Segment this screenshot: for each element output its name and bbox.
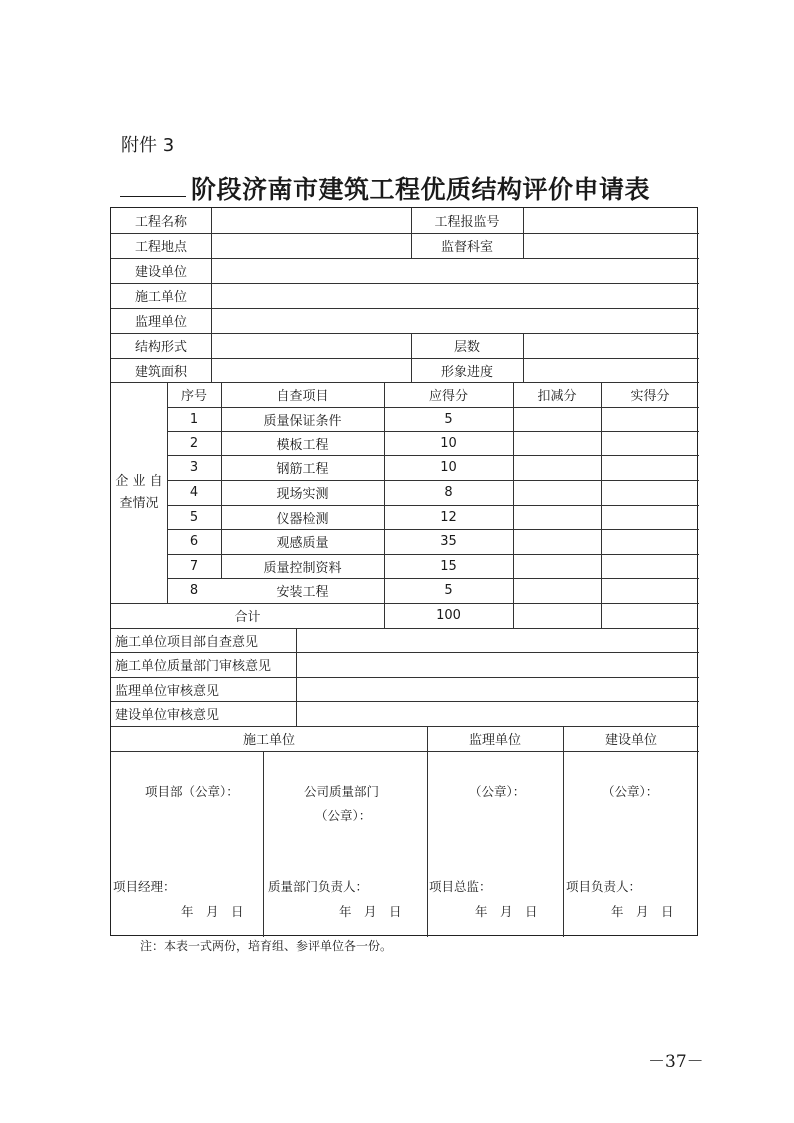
row-item: 安装工程 <box>276 585 329 600</box>
builder-opinion-field[interactable] <box>297 701 699 726</box>
supervision-no-label: 工程报监号 <box>434 215 500 230</box>
quality-dept-opinion-field[interactable] <box>297 652 699 677</box>
total-score: 100 <box>436 608 461 623</box>
project-manager-label: 项目经理： <box>113 879 176 894</box>
row-no: 8 <box>189 583 199 598</box>
self-check-label-line1: 企 业 自 <box>115 473 163 489</box>
progress-label: 形象进度 <box>440 364 493 380</box>
builder-field[interactable] <box>212 258 699 283</box>
supervisor-sign-header: 监理单位 <box>468 733 521 748</box>
row-score: 5 <box>444 411 453 427</box>
builder-opinion-label: 建设单位审核意见 <box>115 708 220 723</box>
location-label: 工程地点 <box>134 240 187 255</box>
row-item: 模板工程 <box>276 437 329 453</box>
col-actual-header: 实得分 <box>630 389 670 404</box>
row-item: 仪器检测 <box>276 511 329 527</box>
supervisor-label: 监理单位 <box>134 315 187 330</box>
contractor-label: 施工单位 <box>134 290 187 305</box>
row-score: 5 <box>444 583 453 598</box>
contractor-sign-header: 施工单位 <box>242 733 295 748</box>
form-title: 阶段济南市建筑工程优质结构评价申请表 <box>191 175 651 204</box>
row-score: 8 <box>444 485 453 500</box>
col-item-header: 自查项目 <box>276 389 329 404</box>
structure-label: 结构形式 <box>134 340 187 355</box>
row-score: 10 <box>440 435 457 451</box>
row-no: 6 <box>189 534 199 549</box>
project-name-field[interactable] <box>212 208 411 233</box>
row-no: 3 <box>189 460 199 475</box>
quality-head-label: 质量部门负责人： <box>268 879 369 894</box>
row-no: 7 <box>189 558 199 574</box>
application-form-table <box>110 207 698 936</box>
row-no: 4 <box>189 485 199 500</box>
col-deduct-header: 扣减分 <box>537 389 577 404</box>
row-score: 15 <box>440 558 457 574</box>
builder-label: 建设单位 <box>134 265 187 280</box>
row-no: 1 <box>189 411 199 427</box>
row-item: 现场实测 <box>276 487 329 502</box>
location-field[interactable] <box>212 233 411 258</box>
structure-field[interactable] <box>212 333 411 358</box>
row-score: 10 <box>440 460 457 475</box>
supervisor-date: 年 月 日 <box>475 904 538 919</box>
supervisor-field[interactable] <box>212 308 699 333</box>
supervisor-seal-label: （公章）： <box>469 784 526 799</box>
supervisor-opinion-field[interactable] <box>297 677 699 701</box>
supervisor-opinion-label: 监理单位审核意见 <box>115 683 220 699</box>
self-check-label-line2: 查情况 <box>119 495 159 511</box>
title-blank-line <box>120 196 186 197</box>
col-no-header: 序号 <box>180 389 207 404</box>
col-due-header: 应得分 <box>428 389 468 404</box>
builder-seal-label: （公章）： <box>602 784 659 799</box>
supervision-dept-label: 监督科室 <box>440 240 493 255</box>
supervision-dept-field[interactable] <box>524 233 699 258</box>
company-quality-dept-label: 公司质量部门 <box>304 784 380 799</box>
builder-sign-header: 建设单位 <box>604 733 657 748</box>
self-check-section-label <box>111 382 167 603</box>
page-number: －37－ <box>648 1052 704 1072</box>
project-name-label: 工程名称 <box>134 215 187 230</box>
row-item: 钢筋工程 <box>276 462 329 477</box>
progress-field[interactable] <box>524 358 699 382</box>
project-dept-opinion-field[interactable] <box>297 628 699 652</box>
row-score: 35 <box>440 534 457 549</box>
contractor-field[interactable] <box>212 283 699 308</box>
quality-dept-seal-label: （公章）： <box>315 808 372 823</box>
area-field[interactable] <box>212 358 411 382</box>
area-label: 建筑面积 <box>134 364 187 380</box>
contractor-date: 年 月 日 <box>181 904 244 919</box>
row-item: 质量保证条件 <box>263 413 342 429</box>
supervision-no-field[interactable] <box>524 208 699 233</box>
floors-field[interactable] <box>524 333 699 358</box>
attachment-label: 附件 3 <box>121 135 175 156</box>
quality-dept-date: 年 月 日 <box>339 904 402 919</box>
floors-label: 层数 <box>453 340 480 355</box>
row-no: 5 <box>189 509 199 525</box>
row-item: 质量控制资料 <box>263 560 342 576</box>
project-dept-opinion-label: 施工单位项目部自查意见 <box>115 634 259 650</box>
row-item: 观感质量 <box>276 536 329 551</box>
total-label: 合计 <box>234 610 261 625</box>
row-no: 2 <box>189 435 199 451</box>
project-head-label: 项目负责人： <box>566 879 642 894</box>
builder-date: 年 月 日 <box>611 904 674 919</box>
project-dept-seal-label: 项目部（公章）： <box>145 784 239 799</box>
chief-supervisor-label: 项目总监： <box>429 879 492 894</box>
footnote: 注：本表一式两份，培育组、参评单位各一份。 <box>140 939 393 953</box>
row-score: 12 <box>440 509 457 525</box>
quality-dept-opinion-label: 施工单位质量部门审核意见 <box>115 659 272 674</box>
